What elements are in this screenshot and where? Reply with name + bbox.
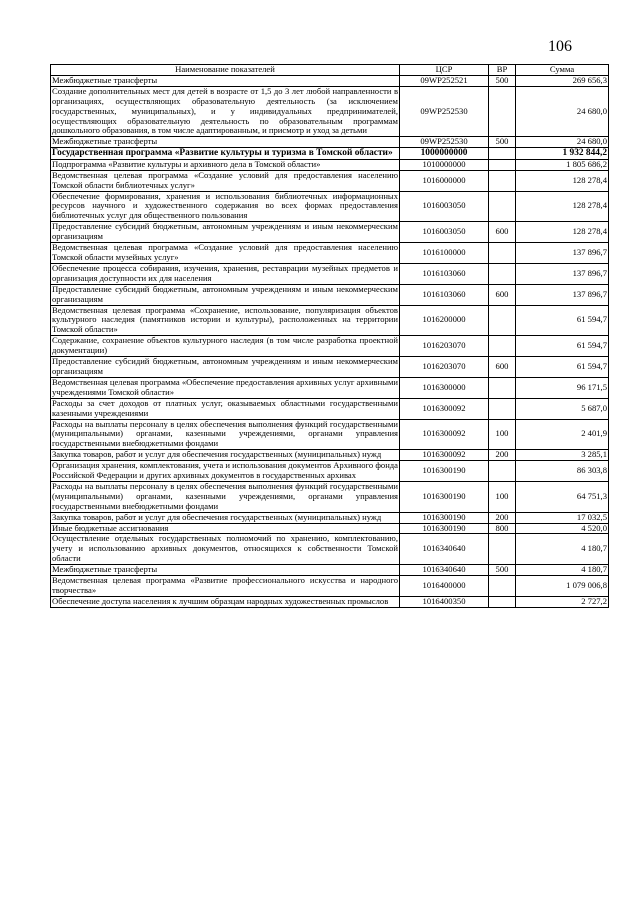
table-row	[51, 148, 609, 160]
csr-cell: 1016300190	[400, 523, 489, 534]
vr-cell: 600	[489, 357, 516, 378]
sum-cell: 4 520,0	[516, 523, 609, 534]
table-row	[51, 159, 609, 170]
table-row	[51, 377, 609, 398]
csr-cell: 1016300092	[400, 398, 489, 419]
csr-cell: 1016340640	[400, 565, 489, 576]
name-cell: Закупка товаров, работ и услуг для обеспечения государственных (муниципальных) нужд	[51, 450, 400, 461]
table-row	[51, 86, 609, 137]
sum-cell: 61 594,7	[516, 305, 609, 336]
csr-cell: 1016003050	[400, 222, 489, 243]
vr-cell: 100	[489, 419, 516, 450]
vr-cell	[489, 576, 516, 597]
csr-cell: 09WP252530	[400, 137, 489, 148]
vr-cell	[489, 398, 516, 419]
sum-cell: 128 278,4	[516, 191, 609, 222]
table-row	[51, 75, 609, 86]
table-row	[51, 565, 609, 576]
table-row	[51, 512, 609, 523]
sum-cell: 4 180,7	[516, 565, 609, 576]
table-row	[51, 305, 609, 336]
vr-cell: 600	[489, 222, 516, 243]
vr-cell	[489, 148, 516, 160]
table-row	[51, 450, 609, 461]
vr-cell	[489, 336, 516, 357]
vr-cell	[489, 243, 516, 264]
table-row	[51, 243, 609, 264]
column-header-sum: Сумма	[516, 65, 609, 76]
csr-cell: 1016300190	[400, 481, 489, 512]
table-row	[51, 523, 609, 534]
table-row	[51, 284, 609, 305]
name-cell: Расходы на выплаты персоналу в целях обеспечения выполнения функций государственными (муниципальными) органами, казенными учреждениями, органами управления государственными внебюджетными фондами	[52, 481, 398, 511]
sum-cell: 137 896,7	[516, 263, 609, 284]
vr-cell	[489, 305, 516, 336]
name-cell: Осуществление отдельных государственных полномочий по хранению, комплектованию, учету и использованию архивных документов, относящихся к собственности Томской области	[52, 533, 398, 564]
csr-cell: 1016400350	[400, 596, 489, 607]
name-cell: Предоставление субсидий бюджетным, автономным учреждениям и иным некоммерческим организациям	[52, 221, 398, 242]
sum-cell: 1 079 006,8	[516, 576, 609, 597]
table-row	[51, 137, 609, 148]
name-cell: Создание дополнительных мест для детей в возрасте от 1,5 до 3 лет любой направленности в организациях, осуществляющих образовательную деятельность (за исключением государственных, муниципальных), и у индивидуальных предпринимателей, осуществляющих образовательную деятельность по образовательным программам дошкольного образования, в том числе адаптированным, и присмотр и уход за детьми	[52, 86, 398, 136]
sum-cell: 5 687,0	[516, 398, 609, 419]
name-cell: Расходы на выплаты персоналу в целях обеспечения выполнения функций государственными (муниципальными) органами, казенными учреждениями, органами управления государственными внебюджетными фондами	[52, 419, 398, 449]
vr-cell	[489, 191, 516, 222]
sum-cell: 96 171,5	[516, 377, 609, 398]
sum-cell: 137 896,7	[516, 284, 609, 305]
vr-cell	[489, 596, 516, 607]
table-row	[51, 596, 609, 607]
csr-cell: 1016103060	[400, 284, 489, 305]
name-cell: Обеспечение формирования, хранения и использования библиотечных информационных ресурсов научного и художественного содержания во всех формах предоставления библиотечных услуг для общественного пользования	[52, 191, 398, 221]
sum-cell: 2 727,2	[516, 596, 609, 607]
name-cell: Ведомственная целевая программа «Создание условий для предоставления населению Томской области библиотечных услуг»	[52, 170, 398, 190]
name-cell: Государственная программа «Развитие культуры и туризма в Томской области»	[51, 148, 400, 160]
name-cell: Ведомственная целевая программа «Создание условий для предоставления населению Томской области музейных услуг»	[52, 242, 398, 262]
table-row	[51, 398, 609, 419]
name-cell: Закупка товаров, работ и услуг для обеспечения государственных (муниципальных) нужд	[51, 512, 400, 523]
name-cell: Подпрограмма «Развитие культуры и архивного дела в Томской области»	[51, 159, 400, 170]
csr-cell: 1016400000	[400, 576, 489, 597]
vr-cell: 100	[489, 481, 516, 512]
sum-cell: 24 680,0	[516, 86, 609, 137]
vr-cell	[489, 534, 516, 565]
table-header	[51, 65, 609, 76]
csr-cell: 1016000000	[400, 170, 489, 191]
csr-cell: 1016300092	[400, 450, 489, 461]
name-cell: Расходы за счет доходов от платных услуг, оказываемых областными государственными казенными учреждениями	[52, 398, 398, 418]
name-cell: Содержание, сохранение объектов культурного наследия (в том числе разработка проектной документации)	[52, 335, 398, 356]
table-row	[51, 263, 609, 284]
csr-cell: 1016300190	[400, 461, 489, 482]
table-row	[51, 336, 609, 357]
name-cell: Ведомственная целевая программа «Развитие профессионального искусства и народного творчества»	[52, 575, 398, 595]
sum-cell: 128 278,4	[516, 222, 609, 243]
table-row	[51, 357, 609, 378]
csr-cell: 1016300000	[400, 377, 489, 398]
column-header-csr: ЦСР	[400, 65, 489, 76]
name-cell: Межбюджетные трансферты	[51, 565, 400, 576]
table-row	[51, 576, 609, 597]
table-row	[51, 191, 609, 222]
sum-cell: 17 032,5	[516, 512, 609, 523]
vr-cell	[489, 263, 516, 284]
vr-cell: 500	[489, 75, 516, 86]
name-cell: Предоставление субсидий бюджетным, автономным учреждениям и иным некоммерческим организациям	[52, 356, 398, 376]
vr-cell	[489, 170, 516, 191]
vr-cell: 500	[489, 137, 516, 148]
csr-cell: 1016200000	[400, 305, 489, 336]
csr-cell: 1016103060	[400, 263, 489, 284]
sum-cell: 86 303,8	[516, 461, 609, 482]
name-cell: Иные бюджетные ассигнования	[51, 523, 400, 534]
csr-cell: 1016300092	[400, 419, 489, 450]
csr-cell: 1016203070	[400, 357, 489, 378]
vr-cell: 800	[489, 523, 516, 534]
column-header-name: Наименование показателей	[51, 65, 400, 76]
name-cell: Обеспечение доступа населения к лучшим образцам народных художественных промыслов	[51, 596, 400, 607]
sum-cell: 1 932 844,2	[516, 148, 609, 160]
vr-cell	[489, 86, 516, 137]
vr-cell	[489, 461, 516, 482]
table-row	[51, 481, 609, 512]
name-cell: Ведомственная целевая программа «Обеспечение предоставления архивных услуг архивными учреждениями Томской области»	[52, 377, 399, 397]
name-cell: Обеспечение процесса собирания, изучения, хранения, реставрации музейных предметов и организация доступности их для населения	[52, 263, 398, 283]
csr-cell: 09WP252521	[400, 75, 489, 86]
sum-cell: 61 594,7	[516, 357, 609, 378]
sum-cell: 1 805 686,2	[516, 159, 609, 170]
vr-cell	[489, 159, 516, 170]
csr-cell: 1016340640	[400, 534, 489, 565]
sum-cell: 2 401,9	[516, 419, 609, 450]
name-cell: Ведомственная целевая программа «Сохранение, использование, популяризация объектов культурного наследия (памятников истории и культуры), расположенных на территории Томской области»	[52, 305, 398, 335]
csr-cell: 1016203070	[400, 336, 489, 357]
vr-cell: 200	[489, 512, 516, 523]
table-body	[51, 75, 609, 607]
column-header-vr: ВР	[489, 65, 516, 76]
table-row	[51, 419, 609, 450]
table-row	[51, 534, 609, 565]
vr-cell: 200	[489, 450, 516, 461]
csr-cell: 1010000000	[400, 159, 489, 170]
sum-cell: 3 285,1	[516, 450, 609, 461]
sum-cell: 61 594,7	[516, 336, 609, 357]
csr-cell: 1000000000	[400, 148, 489, 160]
sum-cell: 24 680,0	[516, 137, 609, 148]
sum-cell: 137 896,7	[516, 243, 609, 264]
sum-cell: 269 656,3	[516, 75, 609, 86]
vr-cell: 600	[489, 284, 516, 305]
name-cell: Межбюджетные трансферты	[51, 137, 400, 148]
sum-cell: 128 278,4	[516, 170, 609, 191]
sum-cell: 4 180,7	[516, 534, 609, 565]
table-row	[51, 170, 609, 191]
sum-cell: 64 751,3	[516, 481, 609, 512]
csr-cell: 1016100000	[400, 243, 489, 264]
table-row	[51, 461, 609, 482]
budget-table	[50, 64, 609, 608]
table-row	[51, 222, 609, 243]
vr-cell: 500	[489, 565, 516, 576]
name-cell: Организация хранения, комплектования, учета и использования документов Архивного фонда Российской Федерации и других архивных документов в государственных архивах	[52, 460, 398, 481]
page-number: 106	[548, 38, 572, 55]
name-cell: Предоставление субсидий бюджетным, автономным учреждениям и иным некоммерческим организациям	[52, 284, 398, 304]
csr-cell: 1016300190	[400, 512, 489, 523]
name-cell: Межбюджетные трансферты	[51, 75, 400, 86]
vr-cell	[489, 377, 516, 398]
csr-cell: 1016003050	[400, 191, 489, 222]
csr-cell: 09WP252530	[400, 86, 489, 137]
